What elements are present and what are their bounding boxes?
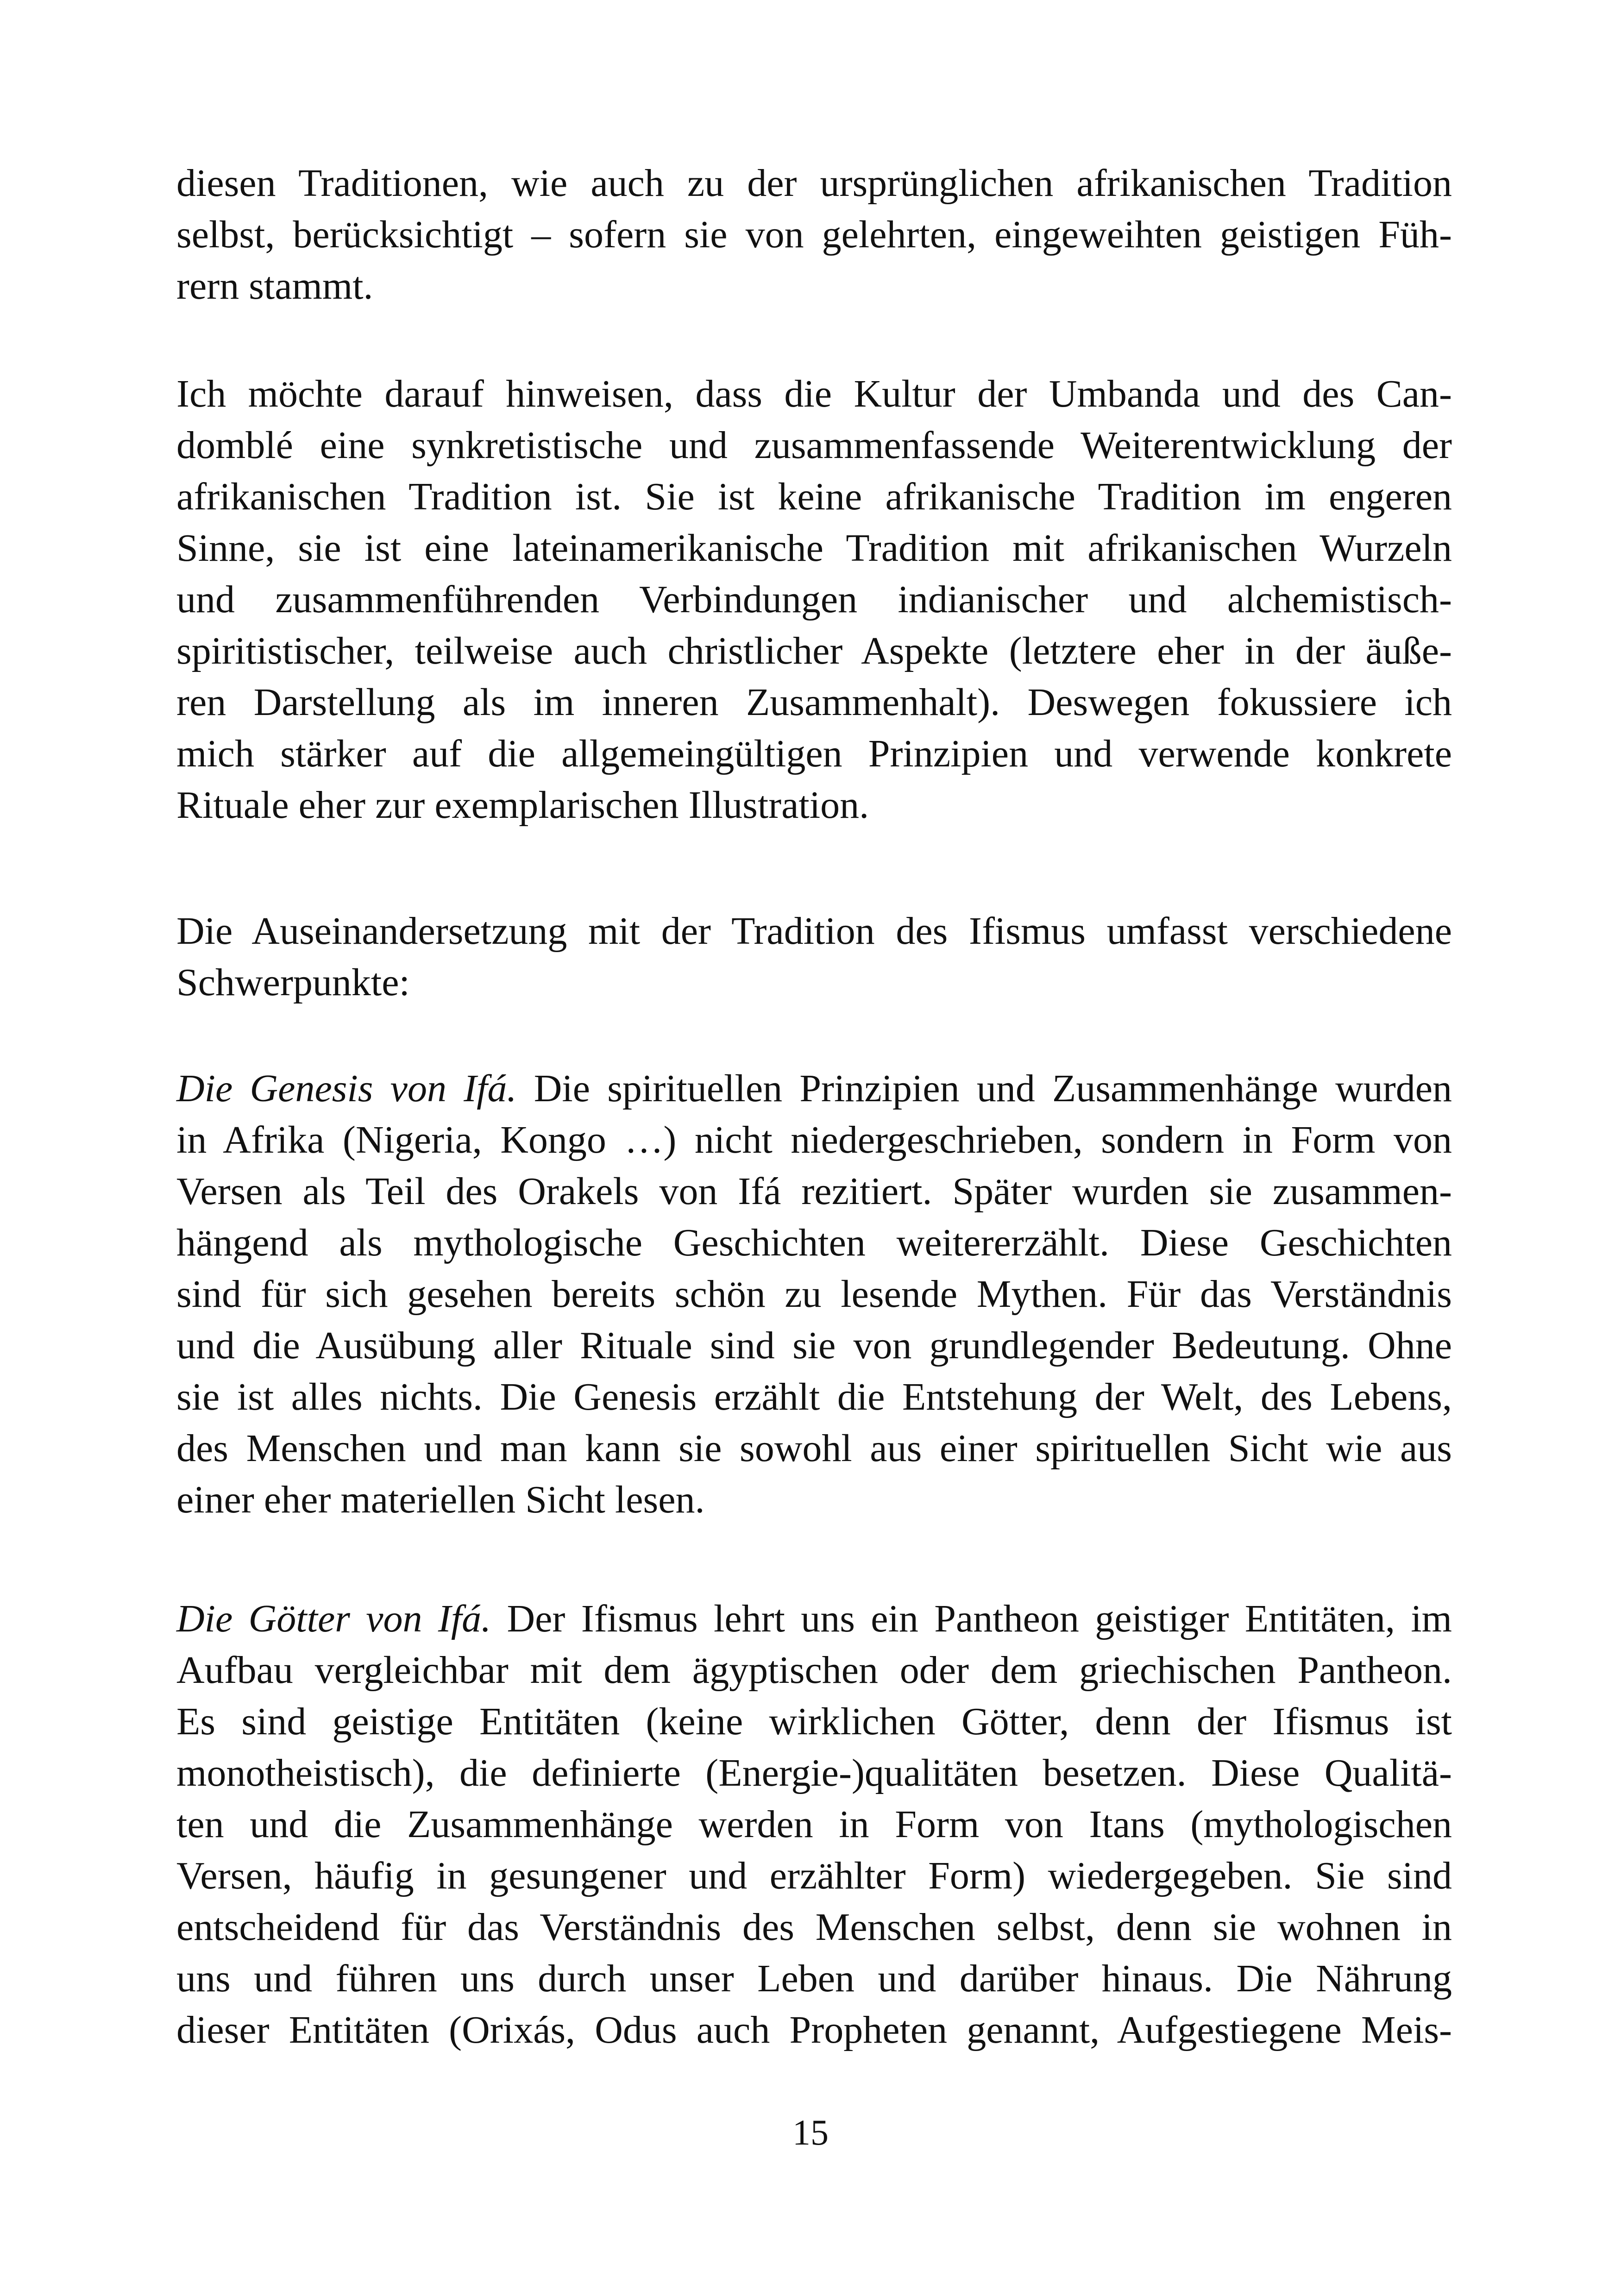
text-line: spiritistischer, teilweise auch christlicher Aspekte (letztere eher in der äuße-: [176, 629, 1452, 672]
text-line: Rituale eher zur exemplarischen Illustration.: [176, 784, 869, 827]
text-line: entscheidend für das Verständnis des Menschen selbst, denn sie wohnen in: [176, 1906, 1452, 1949]
text-run: Der Ifismus lehrt uns ein Pantheon geistiger Entitäten, im: [491, 1597, 1452, 1640]
text-line: monotheistisch), die definierte (Energie-)qualitäten besetzen. Diese Qualitä-: [176, 1751, 1452, 1794]
text-line: Ich möchte darauf hinweisen, dass die Kultur der Umbanda und des Can-: [176, 372, 1452, 415]
text-line: selbst, berücksichtigt – sofern sie von gelehrten, eingeweihten geistigen Füh-: [176, 213, 1452, 256]
text-line: uns und führen uns durch unser Leben und darüber hinaus. Die Nährung: [176, 1957, 1452, 2000]
text-line: afrikanischen Tradition ist. Sie ist keine afrikanische Tradition im engeren: [176, 475, 1452, 518]
section-heading-genesis: Die Genesis von Ifá.: [176, 1067, 517, 1110]
text-line: Sinne, sie ist eine lateinamerikanische Tradition mit afrikanischen Wurzeln: [176, 527, 1452, 570]
page-number: 15: [792, 2112, 829, 2152]
paragraph-2: [176, 368, 1452, 831]
text-line: Versen als Teil des Orakels von Ifá rezitiert. Später wurden sie zusammen-: [176, 1170, 1452, 1213]
text-line: ten und die Zusammenhänge werden in Form von Itans (mythologischen: [176, 1803, 1452, 1846]
text-line: Schwerpunkte:: [176, 961, 410, 1004]
paragraph-4: [176, 1063, 1452, 1525]
text-line: sind für sich gesehen bereits schön zu lesende Mythen. Für das Verständnis: [176, 1273, 1452, 1316]
paragraph-3: [176, 905, 1452, 1008]
text-line: des Menschen und man kann sie sowohl aus einer spirituellen Sicht wie aus: [176, 1427, 1452, 1470]
text-line: Versen, häufig in gesungener und erzählter Form) wiedergegeben. Sie sind: [176, 1854, 1452, 1897]
text-line: hängend als mythologische Geschichten weitererzählt. Diese Geschichten: [176, 1221, 1452, 1264]
text-line: und die Ausübung aller Rituale sind sie von grundlegender Bedeutung. Ohne: [176, 1324, 1452, 1367]
section-heading-goetter: Die Götter von Ifá.: [176, 1597, 491, 1640]
paragraph-5: [176, 1593, 1452, 2056]
text-line: Es sind geistige Entitäten (keine wirklichen Götter, denn der Ifismus ist: [176, 1700, 1452, 1743]
text-line: diesen Traditionen, wie auch zu der ursprünglichen afrikanischen Tradition: [176, 162, 1452, 205]
text-line: ren Darstellung als im inneren Zusammenhalt). Deswegen fokussiere ich: [176, 681, 1452, 724]
text-run: Die spirituellen Prinzipien und Zusammenhänge wurden: [516, 1067, 1452, 1110]
text-line: in Afrika (Nigeria, Kongo …) nicht niedergeschrieben, sondern in Form von: [176, 1118, 1452, 1161]
text-line: einer eher materiellen Sicht lesen.: [176, 1478, 705, 1521]
text-line: rern stammt.: [176, 264, 373, 307]
paragraph-1: [176, 157, 1452, 312]
text-line: und zusammenführenden Verbindungen indianischer und alchemistisch-: [176, 578, 1452, 621]
text-line: [176, 1593, 1452, 1644]
text-line: Aufbau vergleichbar mit dem ägyptischen oder dem griechischen Pantheon.: [176, 1649, 1452, 1692]
text-line: dieser Entitäten (Orixás, Odus auch Propheten genannt, Aufgestiegene Meis-: [176, 2008, 1452, 2051]
text-line: Die Auseinandersetzung mit der Tradition des Ifismus umfasst verschiedene: [176, 910, 1452, 953]
text-line: sie ist alles nichts. Die Genesis erzählt die Entstehung der Welt, des Lebens,: [176, 1375, 1452, 1418]
text-line: mich stärker auf die allgemeingültigen Prinzipien und verwende konkrete: [176, 732, 1452, 775]
text-line: domblé eine synkretistische und zusammenfassende Weiterentwicklung der: [176, 424, 1452, 467]
text-line: [176, 1063, 1452, 1114]
